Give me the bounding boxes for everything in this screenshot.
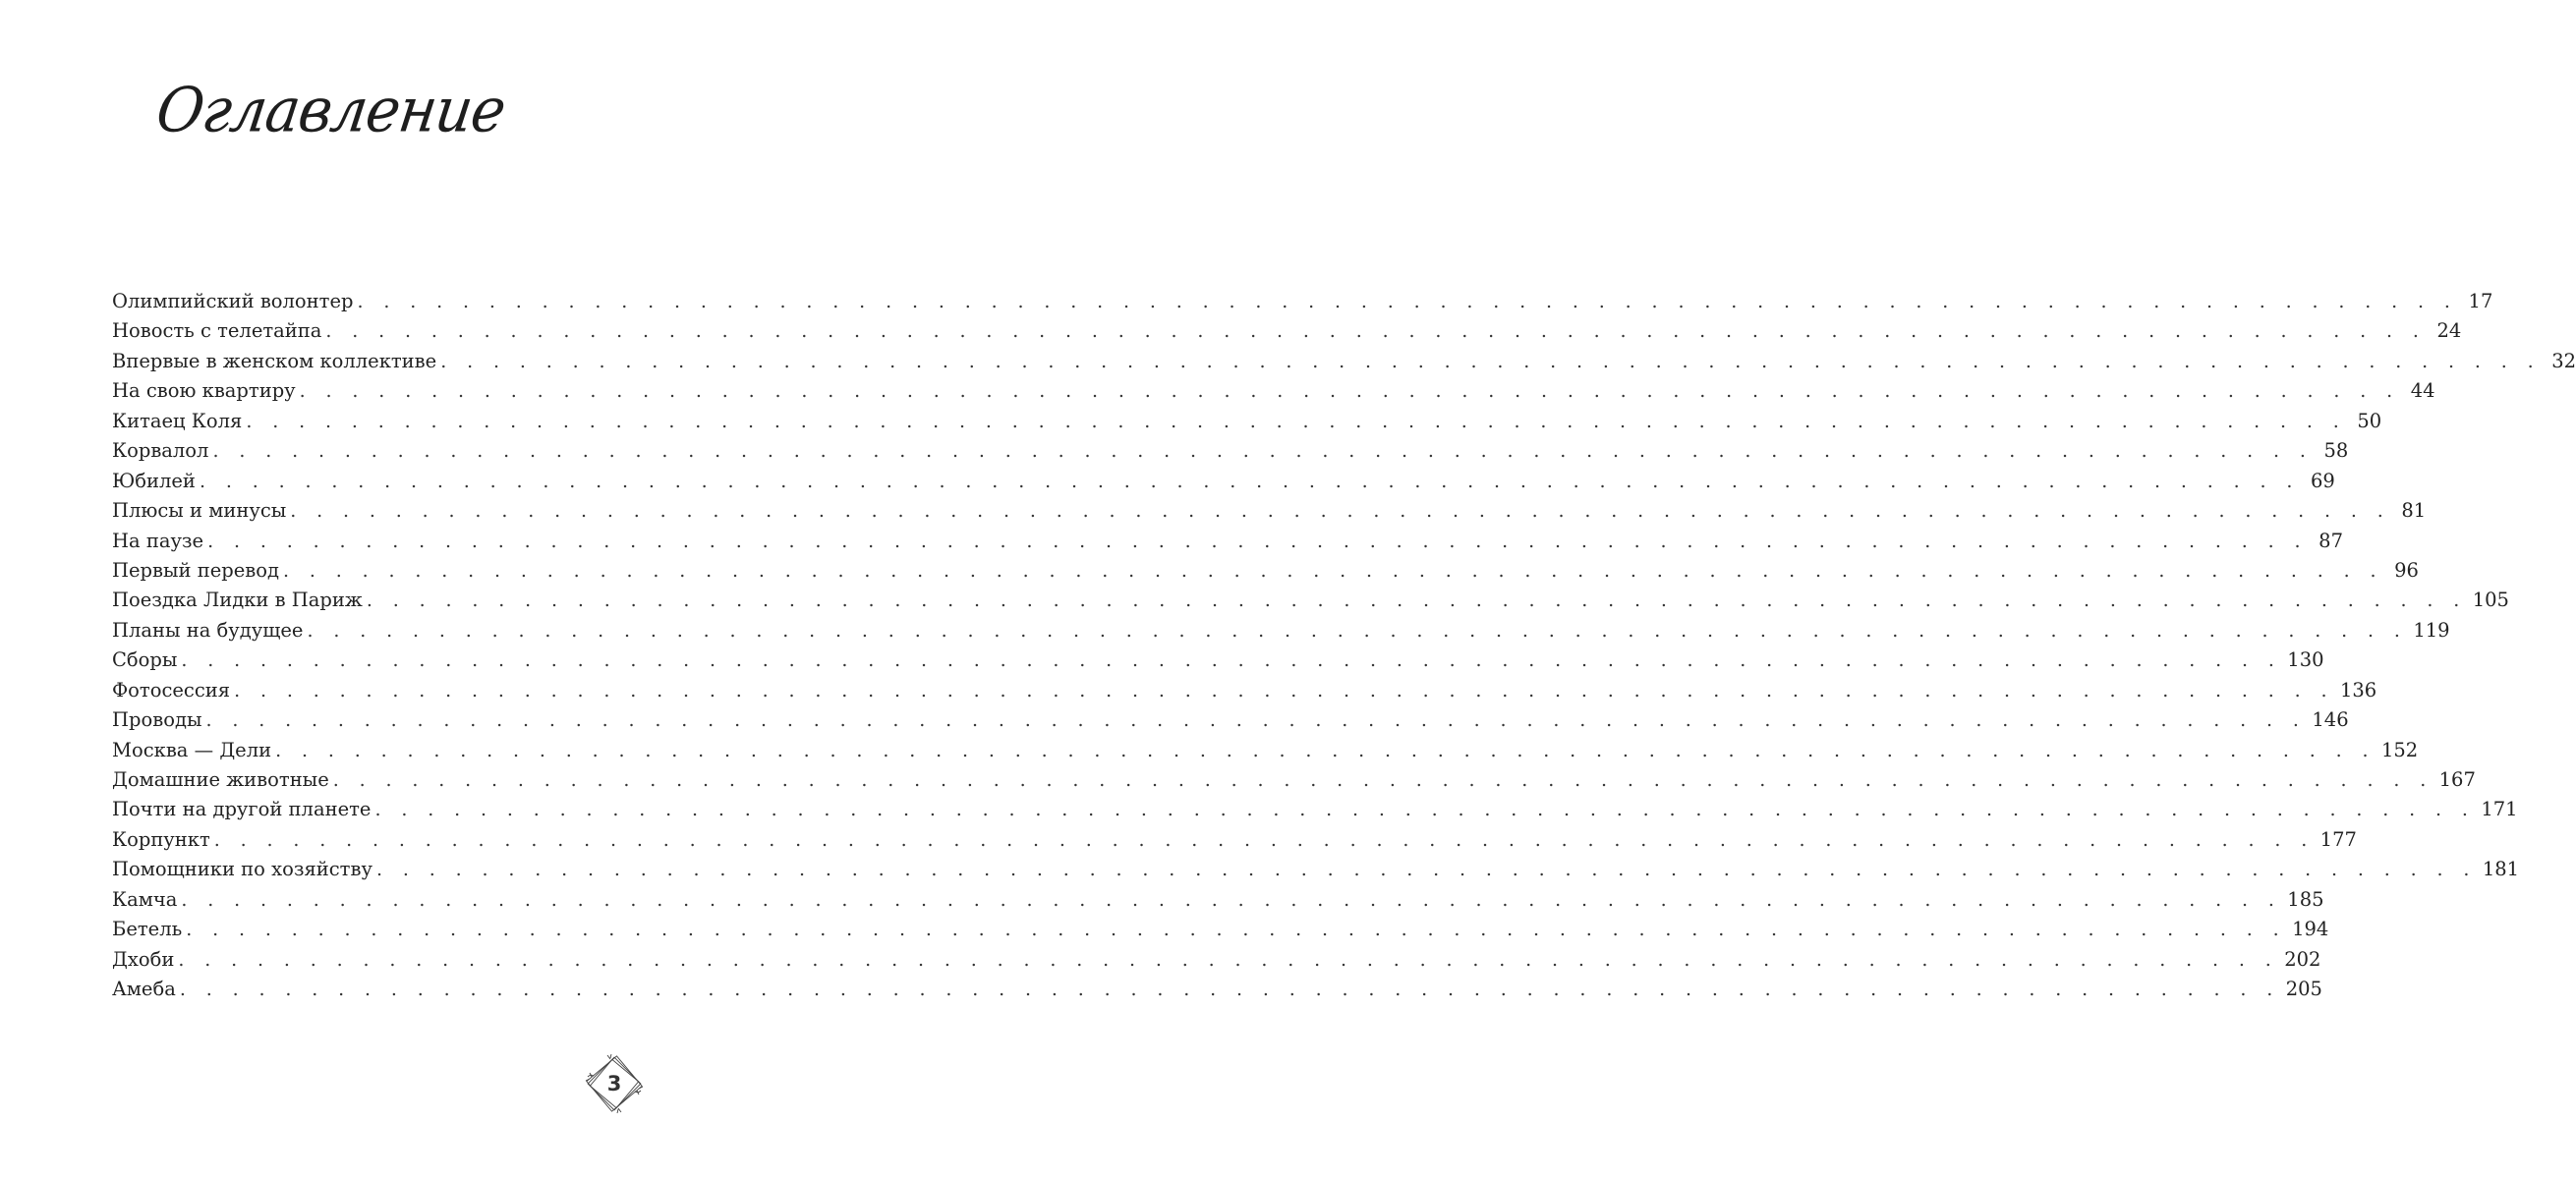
toc-entry-title: Олимпийский волонтер: [112, 290, 354, 312]
toc-leader-dots: . . . . . . . . . . . . . . . . . . . . . . . . . . . . . . . . . . . . . . . . . . . . . . . . . . . . . . . . . . . . . . . . . . . . . . . . . . . . . . . .: [366, 590, 2467, 612]
toc-entry-title: Планы на будущее: [112, 618, 304, 642]
toc-leader-dots: . . . . . . . . . . . . . . . . . . . . . . . . . . . . . . . . . . . . . . . . . . . . . . . . . . . . . . . . . . . . . . . . . . . . . . . . . . . . . . . .: [307, 619, 2408, 642]
toc-entry-title: Домашние животные: [112, 768, 329, 791]
toc-entry-page: 44: [2410, 379, 2435, 403]
toc-leader-dots: . . . . . . . . . . . . . . . . . . . . . . . . . . . . . . . . . . . . . . . . . . . . . . . . . . . . . . . . . . . . . . . . . . . . . . . . . . . . . . . .: [275, 739, 2376, 761]
toc-entry-title: На паузе: [112, 529, 204, 552]
toc-entry-title: Корпункт: [112, 827, 210, 851]
toc-entry: [112, 616, 2450, 646]
toc-entry-page: 96: [2394, 558, 2419, 582]
toc-entry-page: 177: [2319, 827, 2357, 851]
toc-entry-title: Корвалол: [112, 439, 209, 463]
toc-entry-page: 130: [2287, 648, 2324, 672]
toc-leader-dots: . . . . . . . . . . . . . . . . . . . . . . . . . . . . . . . . . . . . . . . . . . . . . . . . . . . . . . . . . . . . . . . . . . . . . . . . . . . . . . . .: [299, 380, 2400, 403]
toc-entry-title: Первый перевод: [112, 558, 280, 582]
toc-entry-title: Бетель: [112, 918, 183, 941]
toc-entry-page: 205: [2285, 978, 2322, 1001]
toc-entry-page: 152: [2380, 738, 2419, 761]
toc-entry: [112, 467, 2335, 496]
toc-entry: [112, 347, 2576, 376]
toc-entry: [112, 436, 2349, 466]
toc-entry-page: 24: [2436, 319, 2462, 343]
toc-leader-dots: . . . . . . . . . . . . . . . . . . . . . . . . . . . . . . . . . . . . . . . . . . . . . . . . . . . . . . . . . . . . . . . . . . . . . . . . . . . . . . . .: [375, 859, 2477, 881]
toc-entry-page: 81: [2401, 499, 2427, 523]
toc-entry-page: 181: [2482, 858, 2520, 881]
toc-leader-dots: . . . . . . . . . . . . . . . . . . . . . . . . . . . . . . . . . . . . . . . . . . . . . . . . . . . . . . . . . . . . . . . . . . . . . . . . . . . . . . . .: [212, 440, 2314, 463]
toc-entry: [112, 287, 2493, 316]
page-title-text: Оглавление: [151, 74, 510, 146]
toc-leader-dots: . . . . . . . . . . . . . . . . . . . . . . . . . . . . . . . . . . . . . . . . . . . . . . . . . . . . . . . . . . . . . . . . . . . . . . . . . . . . . . . .: [440, 350, 2542, 372]
toc-leader-dots: . . . . . . . . . . . . . . . . . . . . . . . . . . . . . . . . . . . . . . . . . . . . . . . . . . . . . . . . . . . . . . . . . . . . . . . . . . . . . . . .: [357, 291, 2458, 312]
toc-entry-title: Камча: [112, 887, 178, 911]
toc-leader-dots: . . . . . . . . . . . . . . . . . . . . . . . . . . . . . . . . . . . . . . . . . . . . . . . . . . . . . . . . . . . . . . . . . . . . . . . . . . . . . . . .: [205, 709, 2307, 732]
table-of-contents: [112, 287, 2576, 1005]
toc-entry: [112, 376, 2435, 406]
toc-entry: [112, 556, 2419, 586]
toc-entry-title: Почти на другой планете: [112, 798, 372, 821]
toc-entry: [112, 586, 2509, 615]
toc-entry: [112, 646, 2324, 675]
toc-entry-page: 146: [2312, 708, 2349, 732]
toc-entry-page: 202: [2284, 947, 2321, 971]
toc-entry-page: 50: [2357, 409, 2382, 432]
toc-entry-title: Новость с телетайпа: [112, 319, 322, 343]
toc-entry: [112, 316, 2462, 346]
toc-entry-title: Дхоби: [112, 947, 175, 971]
toc-entry-page: 87: [2318, 529, 2343, 552]
toc-entry: [112, 676, 2377, 705]
toc-entry: [112, 527, 2343, 556]
toc-entry: [112, 825, 2357, 855]
toc-entry-title: Помощники по хозяйству: [112, 858, 372, 881]
toc-entry-title: Проводы: [112, 708, 202, 732]
toc-leader-dots: . . . . . . . . . . . . . . . . . . . . . . . . . . . . . . . . . . . . . . . . . . . . . . . . . . . . . . . . . . . . . . . . . . . . . . . . . . . . . . . .: [207, 530, 2308, 552]
page-title: [0, 74, 750, 146]
toc-entry-page: 136: [2339, 678, 2377, 702]
toc-entry: [112, 915, 2329, 944]
toc-leader-dots: . . . . . . . . . . . . . . . . . . . . . . . . . . . . . . . . . . . . . . . . . . . . . . . . . . . . . . . . . . . . . . . . . . . . . . . . . . . . . . . .: [374, 799, 2476, 821]
toc-leader-dots: . . . . . . . . . . . . . . . . . . . . . . . . . . . . . . . . . . . . . . . . . . . . . . . . . . . . . . . . . . . . . . . . . . . . . . . . . . . . . . . .: [332, 769, 2433, 791]
toc-entry: [112, 945, 2321, 975]
toc-entry-title: Москва — Дели: [112, 738, 272, 761]
toc-leader-dots: . . . . . . . . . . . . . . . . . . . . . . . . . . . . . . . . . . . . . . . . . . . . . . . . . . . . . . . . . . . . . . . . . . . . . . . . . . . . . . . .: [246, 410, 2347, 432]
page-number: 3: [606, 1072, 622, 1095]
toc-entry: [112, 736, 2419, 765]
toc-entry: [112, 705, 2349, 735]
toc-entry: [112, 795, 2518, 824]
toc-entry-title: Впервые в женском коллективе: [112, 349, 437, 372]
toc-entry-page: 17: [2468, 290, 2493, 312]
toc-leader-dots: . . . . . . . . . . . . . . . . . . . . . . . . . . . . . . . . . . . . . . . . . . . . . . . . . . . . . . . . . . . . . . . . . . . . . . . . . . . . . . . .: [325, 320, 2427, 343]
toc-entry-page: 167: [2438, 768, 2476, 791]
toc-entry-title: На свою квартиру: [112, 379, 296, 403]
toc-leader-dots: . . . . . . . . . . . . . . . . . . . . . . . . . . . . . . . . . . . . . . . . . . . . . . . . . . . . . . . . . . . . . . . . . . . . . . . . . . . . . . . .: [283, 559, 2383, 582]
toc-leader-dots: . . . . . . . . . . . . . . . . . . . . . . . . . . . . . . . . . . . . . . . . . . . . . . . . . . . . . . . . . . . . . . . . . . . . . . . . . . . . . . . .: [199, 470, 2300, 492]
toc-entry-title: Юбилей: [112, 469, 196, 492]
toc-leader-dots: . . . . . . . . . . . . . . . . . . . . . . . . . . . . . . . . . . . . . . . . . . . . . . . . . . . . . . . . . . . . . . . . . . . . . . . . . . . . . . . .: [179, 979, 2280, 1001]
toc-entry: [112, 496, 2427, 526]
toc-leader-dots: . . . . . . . . . . . . . . . . . . . . . . . . . . . . . . . . . . . . . . . . . . . . . . . . . . . . . . . . . . . . . . . . . . . . . . . . . . . . . . . .: [178, 948, 2279, 971]
toc-entry-page: 185: [2287, 887, 2324, 911]
toc-entry: [112, 765, 2476, 795]
toc-leader-dots: . . . . . . . . . . . . . . . . . . . . . . . . . . . . . . . . . . . . . . . . . . . . . . . . . . . . . . . . . . . . . . . . . . . . . . . . . . . . . . . .: [186, 919, 2287, 941]
toc-entry-page: 194: [2292, 918, 2329, 941]
toc-leader-dots: . . . . . . . . . . . . . . . . . . . . . . . . . . . . . . . . . . . . . . . . . . . . . . . . . . . . . . . . . . . . . . . . . . . . . . . . . . . . . . . .: [181, 649, 2282, 672]
toc-entry: [112, 855, 2520, 884]
toc-entry-page: 69: [2311, 469, 2335, 492]
toc-leader-dots: . . . . . . . . . . . . . . . . . . . . . . . . . . . . . . . . . . . . . . . . . . . . . . . . . . . . . . . . . . . . . . . . . . . . . . . . . . . . . . . .: [234, 679, 2334, 702]
toc-leader-dots: . . . . . . . . . . . . . . . . . . . . . . . . . . . . . . . . . . . . . . . . . . . . . . . . . . . . . . . . . . . . . . . . . . . . . . . . . . . . . . . .: [181, 888, 2282, 911]
toc-entry-page: 171: [2481, 798, 2518, 821]
toc-entry-title: Китаец Коля: [112, 409, 243, 432]
toc-entry: [112, 975, 2322, 1004]
toc-entry-title: Сборы: [112, 648, 178, 672]
toc-entry-title: Фотосессия: [112, 678, 231, 702]
toc-entry-title: Плюсы и минусы: [112, 499, 287, 523]
toc-entry: [112, 885, 2324, 915]
page-number-badge: [582, 1051, 647, 1116]
toc-leader-dots: . . . . . . . . . . . . . . . . . . . . . . . . . . . . . . . . . . . . . . . . . . . . . . . . . . . . . . . . . . . . . . . . . . . . . . . . . . . . . . . .: [213, 828, 2315, 851]
toc-entry-page: 32: [2551, 349, 2576, 372]
toc-entry-page: 105: [2472, 589, 2509, 612]
toc-entry-title: Амеба: [112, 978, 176, 1001]
toc-entry: [112, 407, 2382, 436]
toc-leader-dots: . . . . . . . . . . . . . . . . . . . . . . . . . . . . . . . . . . . . . . . . . . . . . . . . . . . . . . . . . . . . . . . . . . . . . . . . . . . . . . . .: [290, 500, 2391, 523]
toc-entry-page: 119: [2413, 618, 2450, 642]
toc-entry-title: Поездка Лидки в Париж: [112, 589, 363, 612]
toc-entry-page: 58: [2323, 439, 2349, 463]
